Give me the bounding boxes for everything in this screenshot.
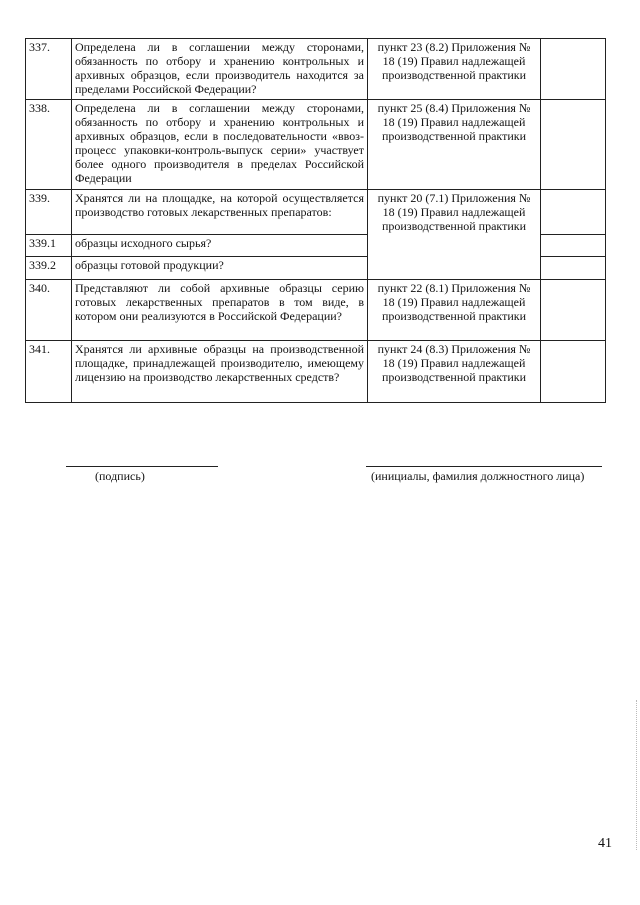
signature-line — [66, 466, 218, 467]
question-text: образцы готовой продукции? — [72, 257, 368, 280]
table-row — [26, 100, 606, 190]
question-text: Хранятся ли архивные образцы на производственной площадке, принадлежащей производителю, имеющему лицензию на производство лекарственных средств? — [72, 341, 368, 403]
row-number: 338. — [26, 100, 72, 190]
answer-cell — [541, 235, 606, 257]
page-number: 41 — [598, 836, 612, 851]
table-row — [26, 341, 606, 403]
question-text: Определена ли в соглашении между сторонами, обязанность по отбору и хранению контрольных и архивных образцов, если в последовательности «ввоз-процесс упаковки-контроль-выпуск серии» участвует более одного производителя в пределах Российской Федерации — [72, 100, 368, 190]
row-number: 339. — [26, 190, 72, 235]
row-number: 340. — [26, 280, 72, 341]
reference-text: пункт 25 (8.4) Приложения № 18 (19) Правил надлежащей производственной практики — [368, 100, 541, 190]
reference-text: пункт 23 (8.2) Приложения № 18 (19) Правил надлежащей производственной практики — [368, 39, 541, 100]
answer-cell — [541, 257, 606, 280]
question-text: Представляют ли собой архивные образцы серию готовых лекарственных препаратов в том виде, в котором они реализуются в Российской Федерации? — [72, 280, 368, 341]
answer-cell — [541, 190, 606, 235]
official-name-label: (инициалы, фамилия должностного лица) — [371, 469, 585, 483]
row-number: 341. — [26, 341, 72, 403]
row-number: 339.2 — [26, 257, 72, 280]
question-text: образцы исходного сырья? — [72, 235, 368, 257]
name-line — [366, 466, 602, 467]
checklist-table — [25, 38, 606, 403]
reference-text: пункт 20 (7.1) Приложения № 18 (19) Правил надлежащей производственной практики — [368, 190, 541, 280]
question-text: Определена ли в соглашении между сторонами, обязанность по отбору и хранению контрольных и архивных образцов, если производитель находится за пределами Российской Федерации? — [72, 39, 368, 100]
question-text: Хранятся ли на площадке, на которой осуществляется производство готовых лекарственных препаратов: — [72, 190, 368, 235]
table-row — [26, 280, 606, 341]
answer-cell — [541, 100, 606, 190]
answer-cell — [541, 280, 606, 341]
table-row — [26, 39, 606, 100]
table-row — [26, 190, 606, 235]
answer-cell — [541, 341, 606, 403]
row-number: 337. — [26, 39, 72, 100]
reference-text: пункт 24 (8.3) Приложения № 18 (19) Правил надлежащей производственной практики — [368, 341, 541, 403]
scan-edge-divider — [636, 700, 638, 850]
row-number: 339.1 — [26, 235, 72, 257]
answer-cell — [541, 39, 606, 100]
reference-text: пункт 22 (8.1) Приложения № 18 (19) Правил надлежащей производственной практики — [368, 280, 541, 341]
signature-label: (подпись) — [95, 469, 145, 483]
